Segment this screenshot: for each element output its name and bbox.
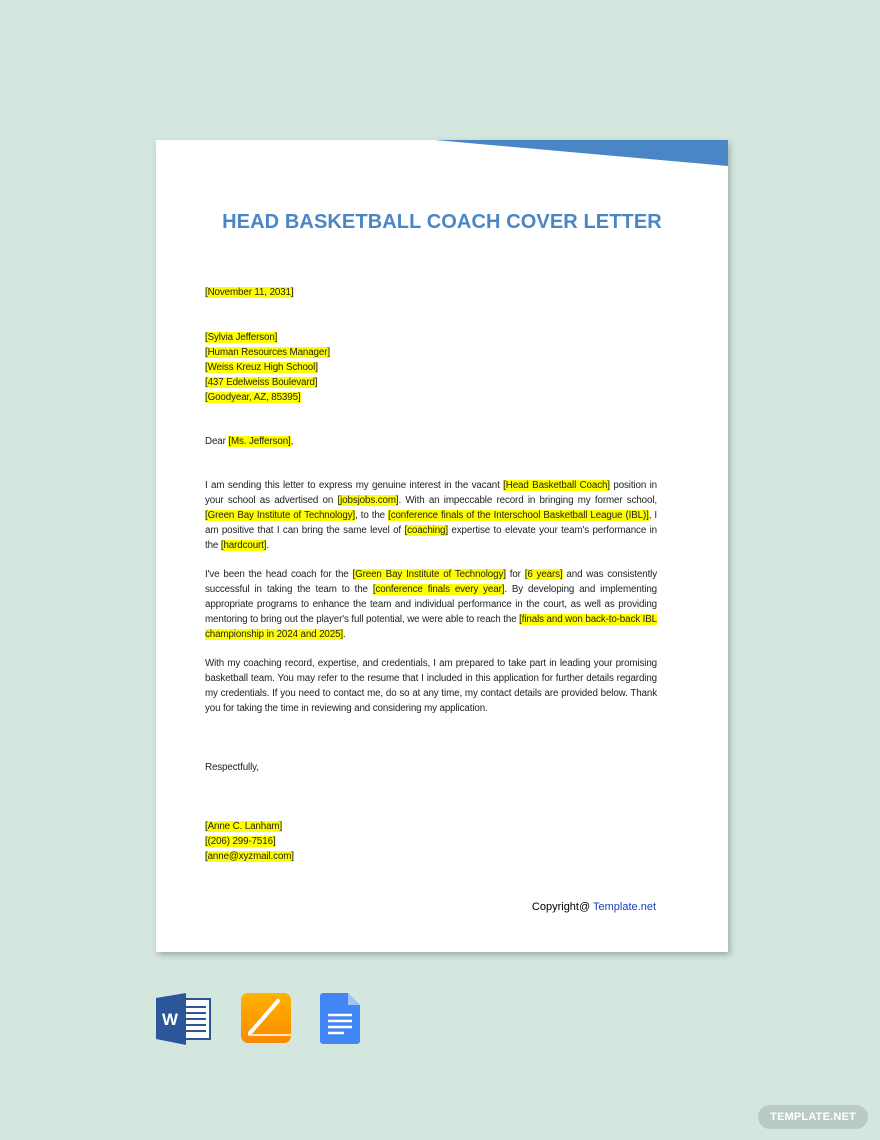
text-segment: With my coaching record, expertise, and credentials, I am prepared to take part in leading your promising basketball team. You may refer to the resume that I included in this application for further details regarding my credentials. If you need to contact me, do so at any time, my contact details are provided below. Thank you for taking the time in reviewing and considering my application. <box>205 658 657 714</box>
signature-block <box>205 819 657 864</box>
placeholder-highlight[interactable]: [hardcourt] <box>220 540 267 551</box>
text-line <box>205 760 657 775</box>
text-line <box>205 849 657 864</box>
template-link[interactable]: Template.net <box>593 901 656 913</box>
text-line <box>205 834 657 849</box>
pages-icon[interactable] <box>240 993 292 1045</box>
text-line <box>205 478 657 553</box>
word-icon[interactable] <box>156 993 212 1045</box>
text-line <box>205 330 657 345</box>
placeholder-highlight[interactable]: [6 years] <box>524 569 563 580</box>
paragraph-3 <box>205 656 657 716</box>
text-segment: . <box>343 629 346 640</box>
placeholder-highlight[interactable]: [Ms. Jefferson] <box>228 436 291 447</box>
text-segment: Dear <box>205 436 229 447</box>
text-segment: position in your school as advertised on <box>205 480 657 506</box>
text-segment: , <box>290 436 294 447</box>
template-net-badge[interactable]: TEMPLATE.NET <box>758 1105 868 1129</box>
placeholder-highlight[interactable]: [Head Basketball Coach] <box>503 480 610 491</box>
placeholder-highlight[interactable]: [November 11, 2031] <box>205 287 294 298</box>
text-segment: . By developing and implementing appropriate programs to enhance the team and individual performance in the court, as well as providing mentoring to bring out the player's full potential, we were able to reach the <box>205 584 657 625</box>
text-line <box>205 285 657 300</box>
text-line <box>205 360 657 375</box>
text-segment: I've been the head coach for the <box>205 569 353 580</box>
document-page <box>156 140 728 952</box>
text-segment: Respectfully, <box>205 762 259 773</box>
placeholder-highlight[interactable]: [Green Bay Institute of Technology] <box>352 569 506 580</box>
text-line <box>205 345 657 360</box>
text-line <box>205 567 657 642</box>
corner-accent <box>435 140 728 166</box>
placeholder-highlight[interactable]: [jobsjobs.com] <box>337 495 399 506</box>
letter-date <box>205 285 657 300</box>
paragraph-2 <box>205 567 657 642</box>
text-line <box>205 434 657 449</box>
placeholder-highlight[interactable]: [437 Edelweiss Boulevard] <box>205 377 318 388</box>
placeholder-highlight[interactable]: [Anne C. Lanham] <box>205 821 283 832</box>
text-segment: expertise to elevate your team's performance in the <box>205 525 657 551</box>
document-title: HEAD BASKETBALL COACH COVER LETTER <box>222 211 662 233</box>
text-line <box>205 375 657 390</box>
placeholder-highlight[interactable]: [Green Bay Institute of Technology] <box>205 510 356 521</box>
placeholder-highlight[interactable]: [(206) 299-7516] <box>205 836 276 847</box>
svg-text:W: W <box>161 1010 179 1029</box>
placeholder-highlight[interactable]: [Weiss Kreuz High School] <box>205 362 318 373</box>
format-icons <box>156 993 362 1045</box>
placeholder-highlight[interactable]: [Sylvia Jefferson] <box>205 332 278 343</box>
recipient-address <box>205 330 657 405</box>
placeholder-highlight[interactable]: [coaching] <box>404 525 448 536</box>
copyright <box>532 901 656 913</box>
placeholder-highlight[interactable]: [conference finals every year] <box>372 584 505 595</box>
text-segment: and was consistently successful in taking the team to the <box>205 569 658 595</box>
text-segment: for <box>505 569 525 580</box>
placeholder-highlight[interactable]: [conference finals of the Interschool Basketball League (IBL)] <box>388 510 649 521</box>
closing <box>205 760 657 775</box>
placeholder-highlight[interactable]: [Goodyear, AZ, 85395] <box>205 392 301 403</box>
copyright-label: Copyright@ <box>531 901 594 913</box>
google-docs-icon[interactable] <box>320 993 362 1045</box>
placeholder-highlight[interactable]: [anne@xyzmail.com] <box>205 851 294 862</box>
text-segment: , I am positive that I can bring the same level of <box>205 510 658 536</box>
placeholder-highlight[interactable]: [Human Resources Manager] <box>205 347 330 358</box>
greeting <box>205 434 657 449</box>
text-segment: . <box>266 540 269 551</box>
text-line <box>205 656 657 716</box>
text-line <box>205 819 657 834</box>
text-line <box>205 390 657 405</box>
paragraph-1 <box>205 478 657 553</box>
text-segment: , to the <box>355 510 389 521</box>
placeholder-highlight[interactable]: [finals and won back-to-back IBL championship in 2024 and 2025] <box>205 614 657 640</box>
text-segment: . With an impeccable record in bringing my former school, <box>398 495 657 506</box>
text-segment: I am sending this letter to express my genuine interest in the vacant <box>205 480 504 491</box>
